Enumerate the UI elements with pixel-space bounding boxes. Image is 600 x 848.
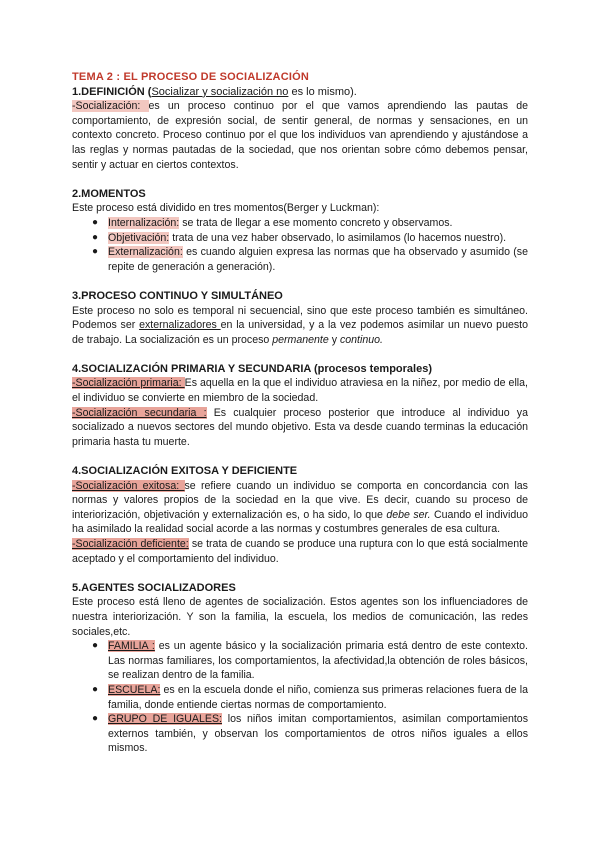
highlight-term: GRUPO DE IGUALES:: [108, 713, 222, 726]
highlight-term: Externalización:: [108, 246, 183, 259]
heading-part: 1.DEFINICIÓN (: [72, 85, 152, 98]
underlined-term: externalizadores: [139, 319, 221, 332]
paragraph-text: Es aquella en la que el individuo atraviesa en la niñez, por medio de ella, el individuo se convierte en miembro de la sociedad.: [72, 377, 528, 405]
italic-term: debe ser.: [386, 508, 431, 521]
paragraph-text: en la universidad, y a la vez podemos asimilar un nuevo puesto de trabajo. La socialización es un proceso: [72, 319, 528, 346]
highlight-term: ESCUELA:: [108, 683, 161, 696]
paragraph-text: y: [328, 333, 340, 346]
paragraph-text: se refiere cuando un individuo se comporta en concordancia con las normas y valores propios de la sociedad en la que vive. Es decir, cuando su proceso de interiorización, objetivación y externalización es, o ha sido, lo que: [72, 479, 528, 521]
bullet-icon: ●: [92, 231, 99, 243]
document-page: [72, 70, 528, 756]
item-text: trata de una vez haber observado, lo asimilamos (lo hacemos nuestro).: [169, 231, 507, 244]
bullet-icon: ●: [92, 683, 99, 695]
section-proceso-heading: 3.PROCESO CONTINUO Y SIMULTÁNEO: [72, 289, 283, 302]
section-primaria-heading: 4.SOCIALIZACIÓN PRIMARIA Y SECUNDARIA (procesos temporales): [72, 362, 433, 375]
highlight-term: -Socialización primaria:: [72, 377, 185, 390]
highlight-term: Objetivación:: [108, 231, 170, 244]
primaria-paragraph: [72, 376, 528, 405]
item-text: es en la escuela donde el niño, comienza sus primeras relaciones fuera de la familia, donde entiende ciertas normas de comportamiento.: [108, 683, 528, 711]
momentos-list: [72, 216, 528, 274]
italic-term: permanente: [272, 333, 329, 346]
section-exitosa-heading: 4.SOCIALIZACIÓN EXITOSA Y DEFICIENTE: [72, 465, 298, 478]
list-item: [92, 639, 528, 683]
list-item: [92, 683, 528, 712]
item-text: los niños imitan comportamientos, asimilan comportamientos externos también, y observan los comportamientos de otros niños iguales a ellos mismos.: [108, 713, 528, 755]
bullet-icon: ●: [92, 216, 99, 228]
section-definicion-heading: [72, 85, 528, 100]
highlight-term: FAMILIA :: [108, 640, 155, 653]
item-text: es cuando alguien expresa las normas que ha observado y asumido (se repite de generación a generación).: [108, 246, 528, 273]
highlight-term: -Socialización exitosa:: [72, 479, 185, 492]
list-item: [92, 216, 528, 231]
paragraph-text: se trata de cuando se produce una ruptura con lo que está socialmente aceptado y el comportamiento del individuo.: [72, 538, 528, 565]
section-momentos-heading: 2.MOMENTOS: [72, 187, 146, 200]
italic-term: continuo.: [339, 333, 383, 346]
bullet-icon: ●: [92, 246, 99, 258]
document-title: TEMA 2 : EL PROCESO DE SOCIALIZACIÓN: [72, 71, 309, 83]
heading-part: es lo mismo).: [288, 85, 357, 98]
list-item: [92, 245, 528, 274]
highlight-term: Internalización:: [108, 216, 180, 229]
momentos-intro: Este proceso está dividido en tres momentos(Berger y Luckman):: [72, 202, 380, 215]
paragraph-text: Este proceso no solo es temporal ni secuencial, sino que este proceso también es simultáneo. Podemos ser: [72, 304, 528, 332]
definicion-paragraph: [72, 99, 528, 172]
item-text: es un agente básico y la socialización primaria está dentro de este contexto. Las normas familiares, los comportamientos, la afectividad,la obtención de roles básicos, se realizan dentro de la familia.: [108, 640, 528, 682]
item-text: se trata de llegar a ese momento concreto y observamos.: [179, 216, 453, 229]
deficiente-paragraph: [72, 537, 528, 566]
list-item: [92, 231, 528, 246]
highlight-term: -Socialización:: [72, 100, 149, 113]
highlight-term: -Socialización secundaria :: [72, 406, 207, 419]
paragraph-text: Es cualquier proceso posterior que introduce al individuo ya socializado a nuevos sectores del mundo objetivo. Esta va desde cuando terminas la educación primaria hasta tu muerte.: [72, 406, 528, 448]
bullet-icon: ●: [92, 713, 99, 725]
heading-underlined: Socializar y socialización no: [151, 85, 289, 98]
section-agentes-heading: 5.AGENTES SOCIALIZADORES: [72, 581, 236, 594]
exitosa-paragraph: [72, 479, 528, 537]
paragraph-text: Cuando el individuo ha asimilado la realidad social acorde a las normas y costumbres generales de esa cultura.: [72, 508, 528, 536]
bullet-icon: ●: [92, 640, 99, 652]
list-item: [92, 712, 528, 756]
agentes-intro: Este proceso está lleno de agentes de socialización. Estos agentes son los influenciadores de nuestra interiorización. Y son la familia, la escuela, los medios de comunicación, las redes sociales,etc.: [72, 596, 528, 638]
highlight-term: -Socialización deficiente:: [72, 538, 189, 550]
secundaria-paragraph: [72, 406, 528, 450]
agentes-list: [72, 639, 528, 756]
paragraph-text: es un proceso continuo por el que vamos aprendiendo las pautas de comportamiento, de expresión social, de sentir general, de normas y sensaciones, en un contexto concreto. Proceso continuo por el que los individuos van aprendiendo y ajustándose a las reglas y normas pautadas de la sociedad, que nos orientan sobre cómo debemos pensar, sentir y actuar en ciertos contextos.: [72, 100, 528, 171]
proceso-paragraph: [72, 304, 528, 348]
